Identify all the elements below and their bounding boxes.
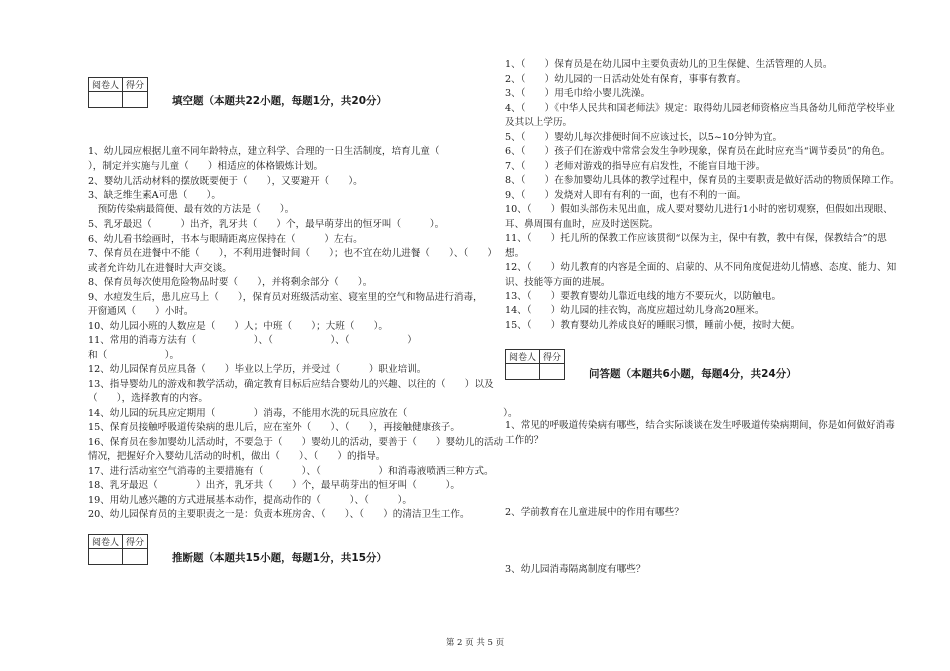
grader-cell[interactable] (506, 364, 540, 380)
judge-line: 耳、鼻周围有血时，应及时送医院。 (505, 219, 659, 230)
question-line: 5、乳牙最迟（ ）出齐，乳牙共（ ）个，最早萌芽出的恒牙叫（ ）。 (88, 219, 445, 230)
judge-line: 及其以上学历。 (505, 117, 573, 128)
judge-line: 3、（ ）用毛巾给小婴儿洗澡。 (505, 88, 651, 99)
qa-question: 工作的？ (505, 435, 544, 446)
question-line: 开窗通风（ ）小时。 (88, 306, 194, 317)
grader-label: 阅卷人 (506, 350, 540, 364)
question-line: 12、幼儿园保育员应具备（ ）毕业以上学历，并受过（ ）职业培训。 (88, 364, 427, 375)
qa-question: 2、学前教育在儿童进展中的作用有哪些？ (505, 507, 684, 518)
score-cell[interactable] (540, 364, 565, 380)
judge-line: 6、（ ）孩子们在游戏中常常会发生争吵现象，保育员在此时应充当“调节委员”的角色。 (505, 146, 891, 157)
score-box-qa (505, 349, 565, 380)
qa-question: 1、常见的呼吸道传染病有哪些，结合实际谈谈在发生呼吸道传染病期间，你是如何做好消毒 (505, 420, 895, 431)
question-line: 情况，把握好介入婴幼儿活动的时机，做出（ ）、（ ）的指导。 (88, 451, 386, 462)
question-line: 2、婴幼儿活动材料的摆放既要便于（ ），又要避开（ ）。 (88, 176, 363, 187)
score-label: 得分 (123, 78, 148, 92)
score-box-fill (88, 77, 148, 108)
question-line: 1、幼儿园应根据儿童不同年龄特点，建立科学、合理的一日生活制度，培育儿童（ (88, 146, 440, 157)
question-line: 11、常用的消毒方法有（ ）、（ ）、（ ） (88, 335, 417, 346)
section-title-qa: 问答题（本题共6小题，每题4分，共24分） (589, 368, 797, 380)
grader-label: 阅卷人 (89, 78, 123, 92)
judge-line: 12、（ ）幼儿教育的内容是全面的、启蒙的、从不同角度促进幼儿情感、态度、能力、知 (505, 262, 897, 273)
score-cell[interactable] (123, 549, 148, 565)
question-line: 8、保育员每次使用危险物品时要（ ），并将剩余部分（ ）。 (88, 277, 373, 288)
question-line: （ ），选择教育的内容。 (88, 393, 208, 404)
question-line: 9、水痘发生后，患儿应马上（ ），保育员对班级活动室、寝室里的空气和物品进行消毒， (88, 292, 483, 303)
question-line: 15、保育员接触呼吸道传染病的患儿后，应在室外（ ）、（ ），再接触健康孩子。 (88, 422, 460, 433)
question-line: 13、指导婴幼儿的游戏和教学活动，确定教育目标后应结合婴幼儿的兴趣、以往的（ ）以及 (88, 379, 494, 390)
judge-line: 2、（ ）幼儿园的一日活动处处有保育，事事有教育。 (505, 74, 747, 85)
question-line: 3、缺乏维生素A可患（ ）。 (88, 190, 221, 201)
page-footer: 第 2 页 共 5 页 (445, 638, 505, 648)
question-line: 7、保育员在进餐中不能（ ），不利用进餐时间（ ）；也不宜在幼儿进餐（ ）、（ ） (88, 248, 498, 259)
judge-line: 15、（ ）教育婴幼儿养成良好的睡眠习惯，睡前小便，按时大便。 (505, 320, 801, 331)
judge-line: 14、（ ）幼儿园的挂衣钩，高度应超过幼儿身高20厘米。 (505, 305, 765, 316)
section-title-judge: 推断题（本题共15小题，每题1分，共15分） (172, 552, 388, 564)
judge-line: 5、（ ）婴幼儿每次排便时间不应该过长，以5~10分钟为宜。 (505, 132, 783, 143)
qa-question: 3、幼儿园消毒隔离制度有哪些？ (505, 564, 646, 575)
grader-cell[interactable] (89, 92, 123, 108)
score-label: 得分 (540, 350, 565, 364)
judge-line: 8、（ ）在参加婴幼儿具体的教学过程中，保育员的主要职责是做好活动的物质保障工作。 (505, 175, 900, 186)
judge-line: 13、（ ）要教育婴幼儿靠近电线的地方不要玩火，以防触电。 (505, 291, 782, 302)
question-line: 16、保育员在参加婴幼儿活动时，不要急于（ ）婴幼儿的活动，要善于（ ）婴幼儿的活动 (88, 437, 504, 448)
judge-line: 4、（ ）《中华人民共和国老师法》规定：取得幼儿园老师资格应当具备幼儿师范学校毕业 (505, 103, 895, 114)
score-label: 得分 (123, 535, 148, 549)
judge-line: 识、技能等方面的进展。 (505, 277, 611, 288)
question-line: 20、幼儿园保育员的主要职责之一是：负责本班房舍、（ ）、（ ）的清洁卫生工作。 (88, 509, 470, 520)
question-line: 和（ ）。 (88, 350, 180, 361)
question-line: 或者允许幼儿在进餐时大声交谈。 (88, 263, 232, 274)
question-line: 预防传染病最简便、最有效的方法是（ ）。 (88, 204, 295, 215)
grader-cell[interactable] (89, 549, 123, 565)
question-line: 19、用幼儿感兴趣的方式进展基本动作，提高动作的（ ）、（ ）。 (88, 495, 412, 506)
judge-line: 7、（ ）老师对游戏的指导应有启发性，不能盲目地干涉。 (505, 161, 766, 172)
score-box-judge (88, 534, 148, 565)
question-line: 18、乳牙最迟（ ）出齐，乳牙共（ ）个，最早萌芽出的恒牙叫（ ）。 (88, 480, 460, 491)
question-line: 10、幼儿园小班的人数应是（ ）人；中班（ ）；大班（ ）。 (88, 321, 389, 332)
judge-line: 11、（ ）托儿所的保教工作应该贯彻“以保为主，保中有教，教中有保，保教结合”的思 (505, 233, 887, 244)
question-line: 14、幼儿园的玩具应定期用（ ）消毒，不能用水洗的玩具应放在（ ）。 (88, 408, 518, 419)
question-line: 6、幼儿看书绘画时，书本与眼睛距离应保持在（ ）左右。 (88, 234, 363, 245)
question-line: ），制定并实施与儿童（ ）相适应的体格锻炼计划。 (88, 161, 324, 172)
judge-line: 1、（ ）保育员是在幼儿园中主要负责幼儿的卫生保健、生活管理的人员。 (505, 59, 833, 70)
judge-line: 10、（ ）假如头部伤未见出血，成人要对婴幼儿进行1小时的密切观察，但假如出现眼、 (505, 204, 893, 215)
grader-label: 阅卷人 (89, 535, 123, 549)
score-cell[interactable] (123, 92, 148, 108)
judge-line: 9、（ ）发烧对人即有有利的一面，也有不利的一面。 (505, 190, 747, 201)
judge-line: 想。 (505, 248, 525, 259)
question-line: 17、进行活动室空气消毒的主要措施有（ ）、（ ）和消毒液喷洒三种方式。 (88, 466, 494, 477)
section-title-fill: 填空题（本题共22小题，每题1分，共20分） (172, 95, 388, 107)
